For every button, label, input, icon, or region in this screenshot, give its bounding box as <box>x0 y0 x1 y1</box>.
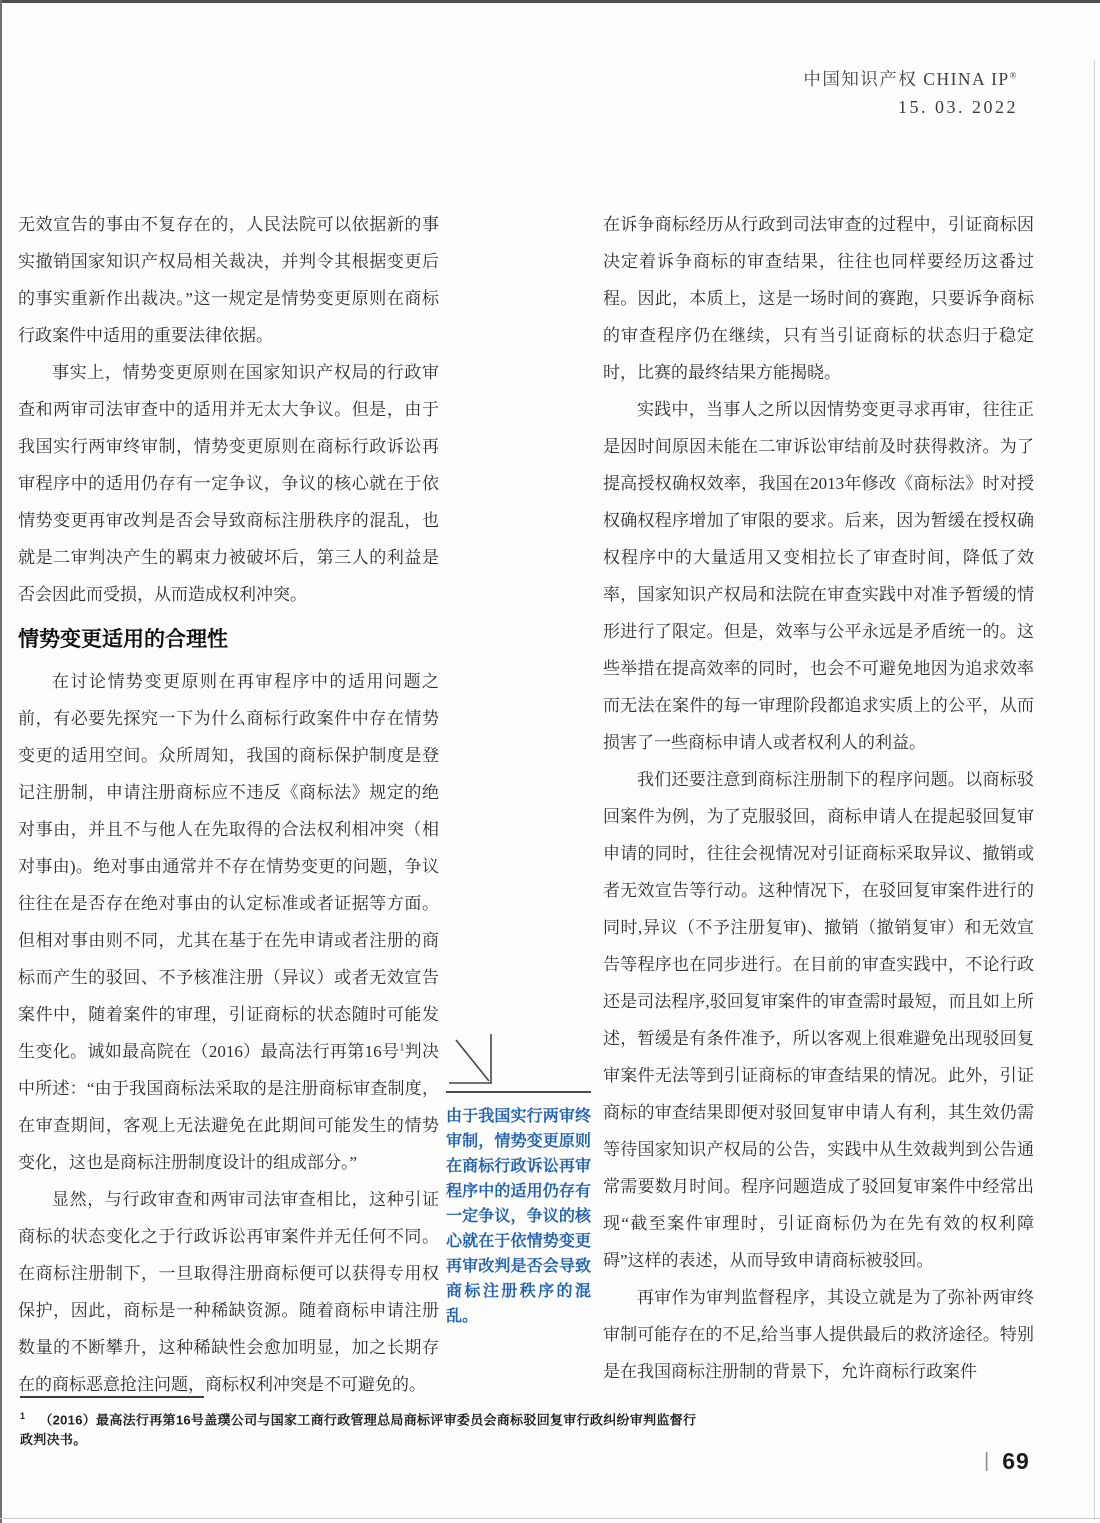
page-number-value: 69 <box>1002 1448 1030 1474</box>
paragraph: 事实上，情势变更原则在国家知识产权局的行政审查和两审司法审查中的适用并无太大争议。但是，由于我国实行两审终审制，情势变更原则在商标行政诉讼再审程序中的适用仍存有一定争议，争议的核心就在于依情势变更再审改判是否会导致商标注册秩序的混乱，也就是二审判决产生的羁束力被破坏后，第三人的利益是否会因此而受损，从而造成权利冲突。 <box>18 363 439 604</box>
footnote-marker: 1 <box>20 1411 26 1421</box>
paragraph: 我们还要注意到商标注册制下的程序问题。以商标驳回案件为例，为了克服驳回，商标申请人在提起驳回复审申请的同时，往往会视情况对引证商标采取异议、撤销或者无效宣告等行动。这种情况下，在驳回复审案件进行的同时,异议（不予注册复审)、撤销（撤销复审）和无效宣告等程序也在同步进行。在目前的审查实践中，不论行政还是司法程序,驳回复审案件的审查需时最短，而且如上所述，暂缓是有条件准予，所以客观上很难避免出现驳回复审案件无法等到引证商标的审查结果的情况。此外，引证商标的审查结果即便对驳回复审申请人有利，其生效仍需等待国家知识产权局的公告，实践中从生效裁判到公告通常需要数月时间。程序问题造成了驳回复审案件中经常出现“截至案件审理时，引证商标仍为在先有效的权利障碍”这样的表述，从而导致申请商标被驳回。 <box>603 770 1034 1270</box>
paragraph: 显然，与行政审查和两审司法审查相比，这种引证商标的状态变化之于行政诉讼再审案件并无任何不同。在商标注册制下，一旦取得注册商标便可以获得专用权保护，因此，商标是一种稀缺资源。随着商标申请注册数量的不断攀升，这种稀缺性会愈加明显，加之长期存在的商标恶意抢注问题，商标权利冲突是不可避免的。 <box>18 1190 439 1394</box>
issue-date: 15. 03. 2022 <box>898 97 1018 117</box>
paragraph: 再审作为审判监督程序，其设立就是为了弥补两审终审制可能存在的不足,给当事人提供最后的救济途径。特别是在我国商标注册制的背景下，允许商标行政案件 <box>603 1288 1034 1381</box>
brand-title <box>803 66 1018 91</box>
page-number <box>984 1448 1030 1475</box>
paragraph <box>18 663 439 1181</box>
section-heading: 情势变更适用的合理性 <box>18 628 228 651</box>
right-text-column <box>603 206 1034 1390</box>
paragraph: 无效宣告的事由不复存在的，人民法院可以依据新的事实撤销国家知识产权局相关裁决，并判令其根据变更后的事实重新作出裁决。”这一规定是情势变更原则在商标行政案件中适用的重要法律依据。 <box>18 215 439 345</box>
corner-arrow-down-right-icon <box>447 1032 495 1086</box>
scan-edge-top <box>0 0 1100 3</box>
footnote-divider <box>20 1396 204 1398</box>
pull-quote <box>446 1032 591 1329</box>
page-header <box>803 66 1018 118</box>
footnote <box>20 1406 700 1450</box>
left-text-column <box>18 206 439 1403</box>
registered-mark: ® <box>1009 70 1018 81</box>
paragraph: 实践中，当事人之所以因情势变更寻求再审，往往正是因时间原因未能在二审诉讼审结前及时获得救济。为了提高授权确权效率，我国在2013年修改《商标法》时对授权确权程序增加了审限的要求。后来，因为暂缓在授权确权程序中的大量适用又变相拉长了审查时间，降低了效率，国家知识产权局和法院在审查实践中对准予暂缓的情形进行了限定。但是，效率与公平永远是矛盾统一的。这些举措在提高效率的同时，也会不可避免地因为追求效率而无法在案件的每一审理阶段都追求实质上的公平，从而损害了一些商标申请人或者权利人的利益。 <box>603 400 1034 752</box>
pull-quote-text: 由于我国实行两审终审制，情势变更原则在商标行政诉讼再审程序中的适用仍存有一定争议，争议的核心就在于依情势变更再审改判是否会导致商标注册秩序的混乱。 <box>446 1108 591 1325</box>
paragraph-text: 在讨论情势变更原则在再审程序中的适用问题之前，有必要先探究一下为什么商标行政案件中存在情势变更的适用空间。众所周知，我国的商标保护制度是登记注册制，申请注册商标应不违反《商标法》规定的绝对事由，并且不与他人在先取得的合法权利相冲突（相对事由)。绝对事由通常并不存在情势变更的问题，争议往往在是否存在绝对事由的认定标准或者证据等方面。但相对事由则不同，尤其在基于在先申请或者注册的商标而产生的驳回、不予核准注册（异议）或者无效宣告案件中，随着案件的审理，引证商标的状态随时可能发生变化。诚如最高院在（2016）最高法行再第16号 <box>18 672 439 1061</box>
scan-edge-bottom <box>0 1518 1100 1519</box>
brand-text: 中国知识产权 CHINA IP <box>803 69 1010 89</box>
paragraph-text: 判决中所述：“由于我国商标法采取的是注册商标审查制度，在审查期间，客观上无法避免在此期间可能发生的情势变化，这也是商标注册制度设计的组成部分。” <box>18 1042 440 1172</box>
scan-edge-right <box>1094 60 1095 1520</box>
footnote-text: （2016）最高法行再第16号盖璞公司与国家工商行政管理总局商标评审委员会商标驳回复审行政纠纷审判监督行政判决书。 <box>20 1412 697 1448</box>
page-number-bar: | <box>984 1450 990 1472</box>
footnote-reference: 1 <box>399 1042 405 1054</box>
pull-quote-divider <box>446 1091 591 1093</box>
scan-edge-left <box>0 0 2 1523</box>
paragraph: 在诉争商标经历从行政到司法审查的过程中，引证商标因决定着诉争商标的审查结果，往往也同样要经历这番过程。因此，本质上，这是一场时间的赛跑，只要诉争商标的审查程序仍在继续，只有当引证商标的状态归于稳定时，比赛的最终结果方能揭晓。 <box>603 215 1034 382</box>
